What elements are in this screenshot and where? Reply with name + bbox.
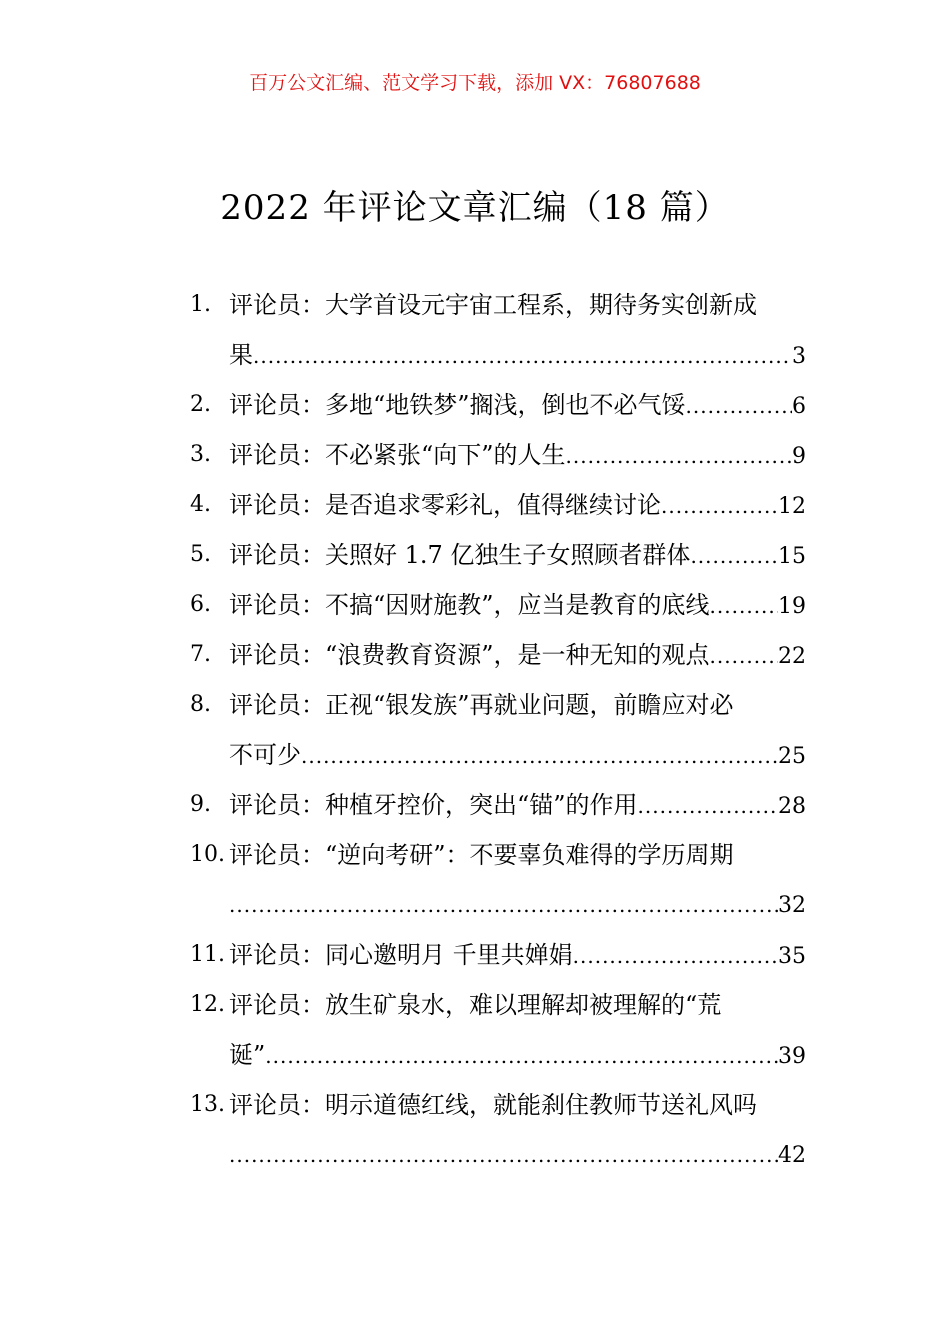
toc-dot-leader <box>253 331 792 381</box>
toc-entry[interactable] <box>190 330 806 380</box>
toc-page-number: 12 <box>778 494 806 519</box>
toc-entry-title: 评论员：明示道德红线，就能刹住教师节送礼风吗 <box>229 1091 757 1119</box>
toc-entry-number: 5. <box>190 542 211 567</box>
toc-entry-number: 12. <box>190 992 225 1017</box>
toc-dot-leader <box>573 931 778 981</box>
toc-entry-title: 诞” <box>229 1041 266 1069</box>
toc-page-number: 35 <box>778 944 806 969</box>
header-note: 百万公文汇编、范文学习下载，添加 VX：76807688 <box>249 72 701 94</box>
toc-dot-leader <box>710 631 778 681</box>
toc-entry-title: 不可少 <box>229 741 301 769</box>
toc-page-number: 32 <box>778 893 806 918</box>
toc-dot-leader <box>229 1130 778 1180</box>
toc-entry-number: 2. <box>190 392 211 417</box>
toc-entry[interactable] <box>190 380 806 430</box>
toc-page-number: 9 <box>792 444 806 469</box>
table-of-contents <box>190 280 806 1180</box>
toc-entry-number: 7. <box>190 642 211 667</box>
toc-entry-title: 评论员：是否追求零彩礼，值得继续讨论 <box>229 491 661 519</box>
toc-dot-leader <box>229 880 778 930</box>
toc-entry-title: 果 <box>229 341 253 369</box>
toc-dot-leader <box>710 581 778 631</box>
toc-page-number: 28 <box>778 794 806 819</box>
toc-entry[interactable] <box>190 530 806 580</box>
toc-page-number: 22 <box>778 644 806 669</box>
toc-dot-leader <box>265 1031 778 1081</box>
toc-page-number: 39 <box>778 1044 806 1069</box>
toc-page-number: 6 <box>792 394 806 419</box>
toc-page-number: 25 <box>778 744 806 769</box>
toc-entry-title: 评论员：大学首设元宇宙工程系，期待务实创新成 <box>229 291 757 319</box>
toc-entry-title: 评论员：正视“银发族”再就业问题，前瞻应对必 <box>229 691 734 719</box>
toc-dot-leader <box>686 381 792 431</box>
toc-page-number: 42 <box>778 1143 806 1168</box>
toc-entry[interactable] <box>190 1130 806 1180</box>
toc-entry-number: 6. <box>190 592 211 617</box>
toc-page-number: 19 <box>778 594 806 619</box>
toc-entry[interactable] <box>190 980 806 1030</box>
toc-entry-title: 评论员：关照好 1.7 亿独生子女照顾者群体 <box>229 541 691 569</box>
toc-entry-title: 评论员：“逆向考研”：不要辜负难得的学历周期 <box>229 841 734 869</box>
toc-dot-leader <box>638 781 778 831</box>
toc-entry[interactable] <box>190 830 806 880</box>
toc-entry-title: 评论员：同心邀明月 千里共婵娟 <box>229 941 573 969</box>
toc-entry-title: 评论员：放生矿泉水，难以理解却被理解的“荒 <box>229 991 722 1019</box>
toc-page-number: 15 <box>778 544 806 569</box>
toc-page-number: 3 <box>792 344 806 369</box>
toc-entry[interactable] <box>190 1030 806 1080</box>
toc-entry[interactable] <box>190 730 806 780</box>
toc-entry-number: 10. <box>190 842 225 867</box>
toc-entry-number: 9. <box>190 792 211 817</box>
toc-entry[interactable] <box>190 780 806 830</box>
toc-entry-number: 3. <box>190 442 211 467</box>
toc-entry[interactable] <box>190 1080 806 1130</box>
toc-entry-title: 评论员：种植牙控价，突出“锚”的作用 <box>229 791 638 819</box>
toc-entry[interactable] <box>190 280 806 330</box>
toc-entry-title: 评论员：不必紧张“向下”的人生 <box>229 441 566 469</box>
toc-entry[interactable] <box>190 880 806 930</box>
toc-dot-leader <box>566 431 792 481</box>
toc-entry-number: 8. <box>190 692 211 717</box>
toc-entry-number: 4. <box>190 492 211 517</box>
toc-entry-number: 1. <box>190 292 211 317</box>
toc-entry-number: 11. <box>190 942 225 967</box>
toc-entry-title: 评论员：不搞“因财施教”，应当是教育的底线 <box>229 591 710 619</box>
toc-entry[interactable] <box>190 430 806 480</box>
toc-entry-title: 评论员：“浪费教育资源”，是一种无知的观点 <box>229 641 710 669</box>
toc-entry[interactable] <box>190 630 806 680</box>
toc-entry[interactable] <box>190 680 806 730</box>
toc-entry[interactable] <box>190 930 806 980</box>
document-title: 2022 年评论文章汇编（18 篇） <box>220 188 730 228</box>
toc-entry[interactable] <box>190 480 806 530</box>
toc-dot-leader <box>690 531 778 581</box>
toc-entry[interactable] <box>190 580 806 630</box>
toc-dot-leader <box>301 731 778 781</box>
toc-entry-title: 评论员：多地“地铁梦”搁浅，倒也不必气馁 <box>229 391 686 419</box>
toc-dot-leader <box>661 481 778 531</box>
toc-entry-number: 13. <box>190 1092 225 1117</box>
